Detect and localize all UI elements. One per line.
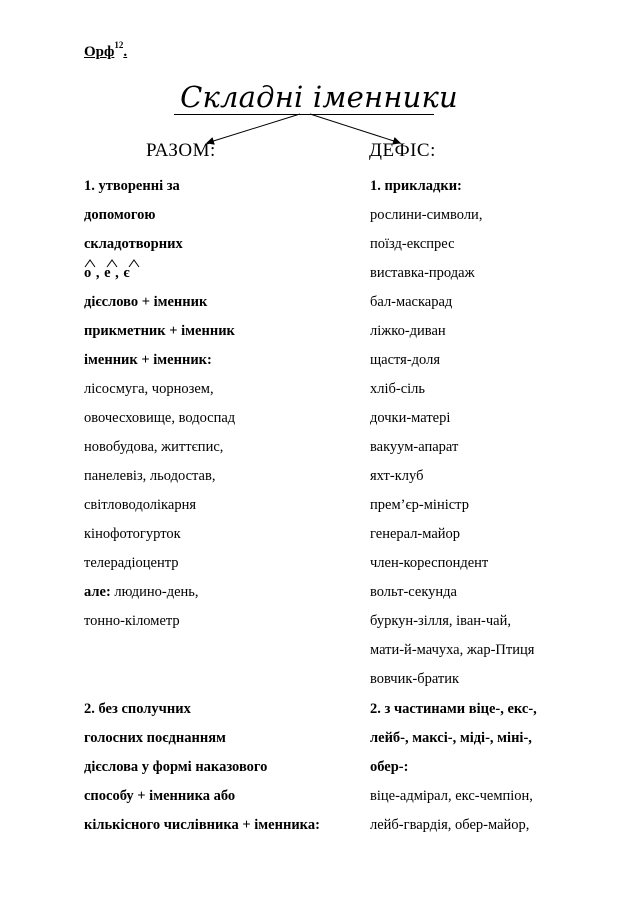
left-example: світловодолікарня (84, 497, 196, 513)
left-rule2-line: способу + іменника або (84, 788, 236, 804)
formula-noun-noun: іменник + іменник: (84, 352, 212, 368)
heading-hyphen: ДЕФІС: (369, 140, 436, 161)
right-example: хліб-сіль (370, 381, 426, 397)
page-title: Складні іменники (180, 80, 458, 114)
right-example: мати-й-мачуха, жар-Птиця (370, 642, 535, 658)
right-example: вовчик-братик (370, 671, 460, 687)
right-example: щастя-доля (370, 352, 441, 368)
right-example: поїзд-експрес (370, 236, 455, 252)
right-example: бал-маскарад (370, 294, 453, 310)
right-example: генерал-майор (370, 526, 461, 542)
left-example: телерадіоцентр (84, 555, 179, 571)
right-example: яхт-клуб (370, 468, 424, 484)
right-example: дочки-матері (370, 410, 451, 426)
left-example: лісосмуга, чорнозем, (84, 381, 214, 397)
heading-together: РАЗОМ: (146, 140, 216, 161)
left-rule2-line: голосних поєднанням (84, 730, 226, 746)
left-rule1-line2: допомогою (84, 207, 156, 223)
right-example: прем’єр-міністр (370, 497, 469, 513)
left-example: панелевіз, льодостав, (84, 468, 216, 484)
right-example: член-кореспондент (370, 555, 489, 571)
left-example: кінофотогурток (84, 526, 181, 542)
formula-adj-noun: прикметник + іменник (84, 323, 235, 339)
left-rule1-line3: складотворних (84, 236, 183, 252)
formula-verb-noun: дієслово + іменник (84, 294, 208, 310)
right-example2: лейб-гвардія, обер-майор, (370, 817, 530, 833)
right-example: вольт-секунда (370, 584, 457, 600)
right-example: рослини-символи, (370, 207, 483, 223)
right-rule2-line: 2. з частинами віце-, екс-, (370, 701, 537, 717)
exception-text: людино-день, (110, 584, 199, 600)
linking-vowels: о , е , є (84, 265, 131, 281)
left-rule2-line: 2. без сполучних (84, 701, 191, 717)
exception-label: але: (84, 584, 111, 600)
left-rule1-line1: 1. утворенні за (84, 178, 180, 194)
right-rule2-line: обер-: (370, 759, 409, 775)
right-example: ліжко-диван (370, 323, 446, 339)
right-example: виставка-продаж (370, 265, 475, 281)
right-example: вакуум-апарат (370, 439, 459, 455)
exception-continuation: тонно-кілометр (84, 613, 180, 629)
right-example: буркун-зілля, іван-чай, (370, 613, 511, 629)
orthography-rule-number: Орф$^{12}$. (84, 40, 128, 60)
left-rule2-line: дієслова у формі наказового (84, 759, 268, 775)
left-example: овочесховище, водоспад (84, 410, 236, 426)
right-example2: віце-адмірал, екс-чемпіон, (370, 788, 533, 804)
left-example: новобудова, життєпис, (84, 439, 224, 455)
right-rule1: 1. прикладки: (370, 178, 462, 194)
left-rule2-line: кількісного числівника + іменника: (84, 817, 320, 833)
exception-line (84, 583, 199, 601)
right-rule2-line: лейб-, максі-, міді-, міні-, (370, 730, 532, 746)
